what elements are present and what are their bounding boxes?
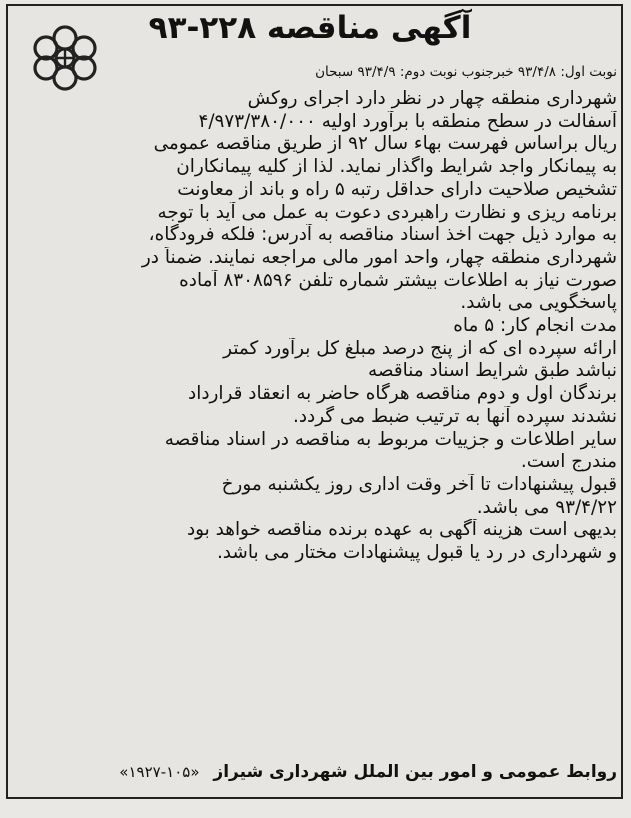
body-line: شهرداری منطقه چهار در نظر دارد اجرای روکش bbox=[247, 88, 617, 109]
body-line: مندرج است. bbox=[520, 451, 617, 473]
body-line: به موارد ذیل جهت اخذ اسناد مناقصه به آدرس: فلکه فرودگاه، bbox=[148, 224, 617, 246]
body-line: و شهرداری در رد یا قبول پیشنهادات مختار می باشد. bbox=[216, 542, 617, 564]
body-line: ریال براساس فهرست بهاء سال ۹۲ از طریق مناقصه عمومی bbox=[153, 133, 617, 155]
body-line: برندگان اول و دوم مناقصه هرگاه حاضر به انعقاد قرارداد bbox=[188, 383, 617, 405]
body-line: نباشد طبق شرایط اسناد مناقصه bbox=[368, 360, 617, 382]
body-line: تشخیص صلاحیت دارای حداقل رتبه ۵ راه و باند از معاونت bbox=[177, 178, 617, 200]
issue-dates: نوبت اول: ۹۳/۴/۸ خبرجنوب نوبت دوم: ۹۳/۴/۹ سبحان bbox=[315, 64, 617, 80]
signature-text: روابط عمومی و امور بین الملل شهرداری شیراز bbox=[213, 762, 617, 782]
body-line: برنامه ریزی و نظارت راهبردی دعوت به عمل می آید با توجه bbox=[157, 201, 617, 223]
page-title: آگهی مناقصه ۲۲۸-۹۳ bbox=[148, 10, 472, 46]
body-line: سایر اطلاعات و جزییات مربوط به مناقصه در اسناد مناقصه bbox=[164, 428, 617, 450]
body-line: ارائه سپرده ای که از پنج درصد مبلغ کل برآورد کمتر bbox=[223, 337, 617, 359]
body-line: نشدند سپرده آنها به ترتیب ضبط می گردد. bbox=[292, 405, 617, 427]
body-line: به پیمانکار واجد شرایط واگذار نماید. لذا از کلیه پیمانکاران bbox=[176, 156, 617, 178]
ad-code: «۱۰۵-۱۹۲۷» bbox=[119, 763, 200, 781]
body-line: آسفالت در سطح منطقه با برآورد اولیه ۴/۹۷۳/۳۸۰/۰۰۰ bbox=[198, 110, 617, 132]
ad-body bbox=[19, 88, 617, 565]
body-line: قبول پیشنهادات تا آخر وقت اداری روز یکشنبه مورخ bbox=[221, 473, 617, 495]
body-line: شهرداری منطقه چهار، واحد امور مالی مراجعه نمایند. ضمناً در bbox=[141, 246, 617, 268]
body-line: صورت نیاز به اطلاعات بیشتر شماره تلفن ۸۳۰۸۵۹۶ آماده bbox=[179, 269, 617, 291]
body-line: پاسخگویی می باشد. bbox=[460, 292, 617, 314]
body-line: بدیهی است هزینه آگهی به عهده برنده مناقصه خواهد بود bbox=[186, 519, 617, 541]
signature-line bbox=[19, 762, 617, 782]
body-line: ۹۳/۴/۲۲ می باشد. bbox=[476, 496, 617, 518]
body-line: مدت انجام کار: ۵ ماه bbox=[453, 315, 617, 337]
